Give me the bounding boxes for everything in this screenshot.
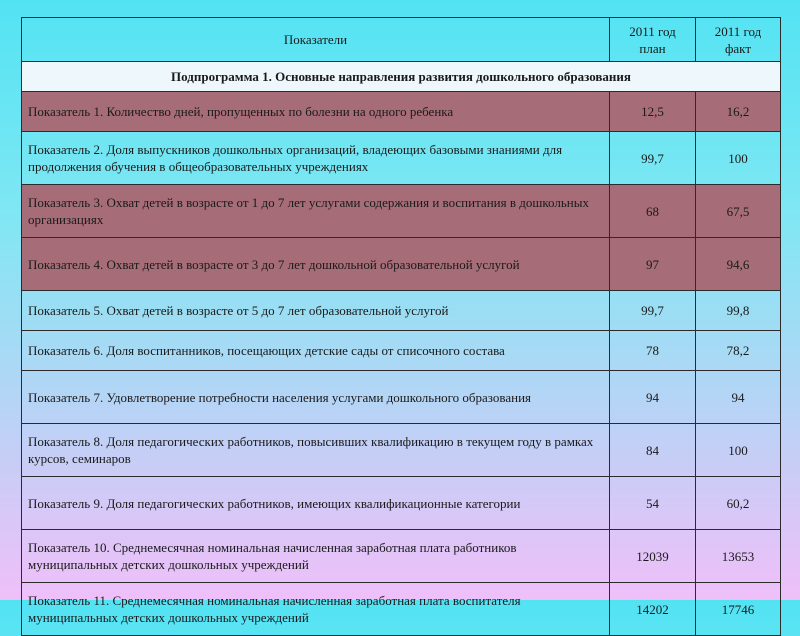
- plan-value: 12,5: [610, 92, 696, 132]
- fact-value: 60,2: [696, 477, 781, 530]
- subprogram-heading-row: [22, 62, 781, 92]
- fact-value: 13653: [696, 530, 781, 583]
- indicator-name: Показатель 2. Доля выпускников дошкольных организаций, владеющих базовыми знаниями для продолжения обучения в общеобразовательных учреждениях: [22, 132, 610, 185]
- fact-value: 99,8: [696, 291, 781, 331]
- table-header-row: [22, 18, 781, 62]
- header-fact-2011: 2011 год факт: [696, 18, 781, 62]
- indicator-name: Показатель 8. Доля педагогических работников, повысивших квалификацию в текущем году в рамках курсов, семинаров: [22, 424, 610, 477]
- plan-value: 84: [610, 424, 696, 477]
- fact-value: 67,5: [696, 185, 781, 238]
- plan-value: 99,7: [610, 132, 696, 185]
- indicator-name: Показатель 5. Охват детей в возрасте от 5 до 7 лет образовательной услугой: [22, 291, 610, 331]
- indicator-name: Показатель 6. Доля воспитанников, посещающих детские сады от списочного состава: [22, 331, 610, 371]
- indicator-name: Показатель 1. Количество дней, пропущенных по болезни на одного ребенка: [22, 92, 610, 132]
- table-row: [22, 424, 781, 477]
- fact-value: 100: [696, 132, 781, 185]
- indicator-name: Показатель 10. Среднемесячная номинальная начисленная заработная плата работников муниципальных детских дошкольных учреждений: [22, 530, 610, 583]
- indicator-name: Показатель 7. Удовлетворение потребности населения услугами дошкольного образования: [22, 371, 610, 424]
- indicator-name: Показатель 9. Доля педагогических работников, имеющих квалификационные категории: [22, 477, 610, 530]
- fact-value: 94,6: [696, 238, 781, 291]
- fact-value: 16,2: [696, 92, 781, 132]
- plan-value: 97: [610, 238, 696, 291]
- indicators-table: [21, 17, 781, 636]
- fact-value: 78,2: [696, 331, 781, 371]
- indicator-name: Показатель 3. Охват детей в возрасте от 1 до 7 лет услугами содержания и воспитания в дошкольных организациях: [22, 185, 610, 238]
- table-row: [22, 477, 781, 530]
- plan-value: 12039: [610, 530, 696, 583]
- fact-value: 94: [696, 371, 781, 424]
- header-plan-2011: 2011 год план: [610, 18, 696, 62]
- fact-value: 100: [696, 424, 781, 477]
- table-row: [22, 291, 781, 331]
- indicator-name: Показатель 4. Охват детей в возрасте от 3 до 7 лет дошкольной образовательной услугой: [22, 238, 610, 291]
- header-indicators: Показатели: [22, 18, 610, 62]
- plan-value: 14202: [610, 583, 696, 636]
- table-row: [22, 132, 781, 185]
- table-row: [22, 92, 781, 132]
- subprogram-heading: Подпрограмма 1. Основные направления развития дошкольного образования: [22, 62, 781, 92]
- plan-value: 68: [610, 185, 696, 238]
- table-row: [22, 583, 781, 636]
- table-row: [22, 185, 781, 238]
- plan-value: 78: [610, 331, 696, 371]
- fact-value: 17746: [696, 583, 781, 636]
- plan-value: 94: [610, 371, 696, 424]
- plan-value: 99,7: [610, 291, 696, 331]
- table-row: [22, 331, 781, 371]
- indicator-name: Показатель 11. Среднемесячная номинальная начисленная заработная плата воспитателя муниципальных детских дошкольных учреждений: [22, 583, 610, 636]
- table-row: [22, 371, 781, 424]
- table-row: [22, 238, 781, 291]
- table-row: [22, 530, 781, 583]
- plan-value: 54: [610, 477, 696, 530]
